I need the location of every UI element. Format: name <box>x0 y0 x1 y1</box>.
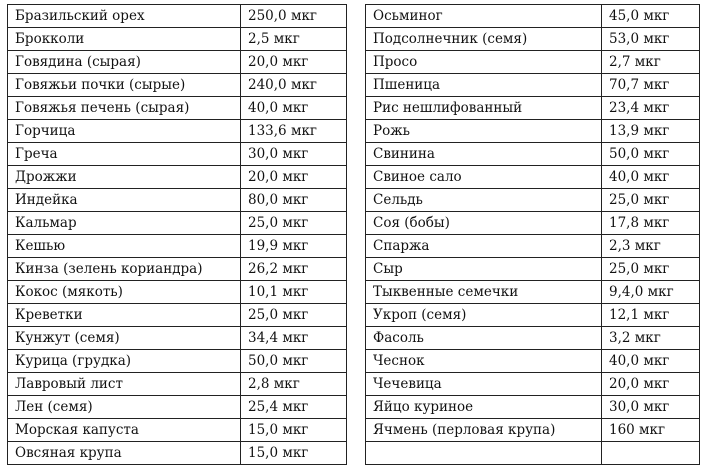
food-name: Сельдь <box>366 189 602 212</box>
selenium-value: 17,8 мкг <box>602 212 700 235</box>
selenium-value: 25,0 мкг <box>602 189 700 212</box>
selenium-value: 50,0 мкг <box>241 350 347 373</box>
selenium-value: 20,0 мкг <box>241 166 347 189</box>
food-name: Подсолнечник (семя) <box>366 28 602 51</box>
food-name: Свинина <box>366 143 602 166</box>
table-row <box>8 28 347 51</box>
selenium-value: 25,0 мкг <box>602 258 700 281</box>
selenium-value: 70,7 мкг <box>602 74 700 97</box>
table-row <box>366 166 700 189</box>
food-name: Пшеница <box>366 74 602 97</box>
table-row <box>8 51 347 74</box>
selenium-value: 15,0 мкг <box>241 419 347 442</box>
food-name: Говядина (сырая) <box>8 51 241 74</box>
food-name: Морская капуста <box>8 419 241 442</box>
table-row <box>8 5 347 28</box>
table-row <box>8 212 347 235</box>
food-name: Овсяная крупа <box>8 442 241 465</box>
table-row <box>366 189 700 212</box>
selenium-value: 34,4 мкг <box>241 327 347 350</box>
food-name: Лавровый лист <box>8 373 241 396</box>
selenium-value: 2,7 мкг <box>602 51 700 74</box>
table-row <box>8 258 347 281</box>
table-row <box>8 235 347 258</box>
food-name: Говяжьи почки (сырые) <box>8 74 241 97</box>
table-row <box>366 5 700 28</box>
food-name: Кунжут (семя) <box>8 327 241 350</box>
food-name: Тыквенные семечки <box>366 281 602 304</box>
food-name: Осьминог <box>366 5 602 28</box>
table-row <box>8 166 347 189</box>
food-name: Кальмар <box>8 212 241 235</box>
table-row <box>8 419 347 442</box>
table-row <box>8 350 347 373</box>
food-name: Спаржа <box>366 235 602 258</box>
selenium-value: 25,0 мкг <box>241 304 347 327</box>
food-name: Кешью <box>8 235 241 258</box>
food-name: Фасоль <box>366 327 602 350</box>
table-row <box>8 281 347 304</box>
table-row <box>8 442 347 465</box>
selenium-value: 133,6 мкг <box>241 120 347 143</box>
selenium-value: 40,0 мкг <box>241 97 347 120</box>
food-name: Говяжья печень (сырая) <box>8 97 241 120</box>
table-row <box>8 143 347 166</box>
selenium-value: 13,9 мкг <box>602 120 700 143</box>
food-name: Сыр <box>366 258 602 281</box>
food-name: Просо <box>366 51 602 74</box>
left-nutrient-table <box>7 4 347 465</box>
selenium-value: 2,3 мкг <box>602 235 700 258</box>
selenium-value: 2,5 мкг <box>241 28 347 51</box>
food-name: Бразильский орех <box>8 5 241 28</box>
selenium-value <box>602 442 700 465</box>
food-name: Индейка <box>8 189 241 212</box>
selenium-value: 26,2 мкг <box>241 258 347 281</box>
table-row <box>366 97 700 120</box>
food-name: Лен (семя) <box>8 396 241 419</box>
food-name: Укроп (семя) <box>366 304 602 327</box>
table-row <box>366 396 700 419</box>
selenium-value: 40,0 мкг <box>602 166 700 189</box>
food-name: Свиное сало <box>366 166 602 189</box>
table-row <box>366 442 700 465</box>
table-row <box>366 258 700 281</box>
food-name: Брокколи <box>8 28 241 51</box>
selenium-value: 80,0 мкг <box>241 189 347 212</box>
selenium-value: 250,0 мкг <box>241 5 347 28</box>
table-row <box>366 419 700 442</box>
food-name: Греча <box>8 143 241 166</box>
table-row <box>366 350 700 373</box>
food-name: Соя (бобы) <box>366 212 602 235</box>
table-row <box>366 212 700 235</box>
food-name: Курица (грудка) <box>8 350 241 373</box>
selenium-value: 2,8 мкг <box>241 373 347 396</box>
selenium-value: 10,1 мкг <box>241 281 347 304</box>
food-name: Креветки <box>8 304 241 327</box>
selenium-value: 240,0 мкг <box>241 74 347 97</box>
selenium-value: 45,0 мкг <box>602 5 700 28</box>
table-row <box>366 235 700 258</box>
selenium-value: 15,0 мкг <box>241 442 347 465</box>
table-row <box>8 373 347 396</box>
table-row <box>8 396 347 419</box>
food-name: Рожь <box>366 120 602 143</box>
food-name: Дрожжи <box>8 166 241 189</box>
food-name: Чечевица <box>366 373 602 396</box>
selenium-value: 40,0 мкг <box>602 350 700 373</box>
food-name <box>366 442 602 465</box>
right-nutrient-table <box>365 4 700 465</box>
selenium-value: 25,0 мкг <box>241 212 347 235</box>
table-row <box>366 327 700 350</box>
table-row <box>366 281 700 304</box>
selenium-value: 20,0 мкг <box>602 373 700 396</box>
selenium-value: 20,0 мкг <box>241 51 347 74</box>
table-row <box>366 304 700 327</box>
table-row <box>366 74 700 97</box>
table-row <box>8 327 347 350</box>
food-name: Ячмень (перловая крупа) <box>366 419 602 442</box>
selenium-value: 50,0 мкг <box>602 143 700 166</box>
selenium-value: 3,2 мкг <box>602 327 700 350</box>
table-row <box>8 304 347 327</box>
table-row <box>366 28 700 51</box>
selenium-value: 25,4 мкг <box>241 396 347 419</box>
table-row <box>366 143 700 166</box>
table-row <box>8 74 347 97</box>
selenium-value: 9,4,0 мкг <box>602 281 700 304</box>
selenium-value: 30,0 мкг <box>602 396 700 419</box>
table-row <box>366 120 700 143</box>
food-name: Горчица <box>8 120 241 143</box>
table-row <box>8 120 347 143</box>
table-row <box>8 189 347 212</box>
selenium-value: 160 мкг <box>602 419 700 442</box>
food-name: Чеснок <box>366 350 602 373</box>
food-name: Рис нешлифованный <box>366 97 602 120</box>
selenium-value: 53,0 мкг <box>602 28 700 51</box>
food-name: Кокос (мякоть) <box>8 281 241 304</box>
food-name: Кинза (зелень кориандра) <box>8 258 241 281</box>
selenium-value: 30,0 мкг <box>241 143 347 166</box>
selenium-value: 12,1 мкг <box>602 304 700 327</box>
table-row <box>366 373 700 396</box>
selenium-value: 19,9 мкг <box>241 235 347 258</box>
table-row <box>8 97 347 120</box>
selenium-value: 23,4 мкг <box>602 97 700 120</box>
food-name: Яйцо куриное <box>366 396 602 419</box>
table-row <box>366 51 700 74</box>
